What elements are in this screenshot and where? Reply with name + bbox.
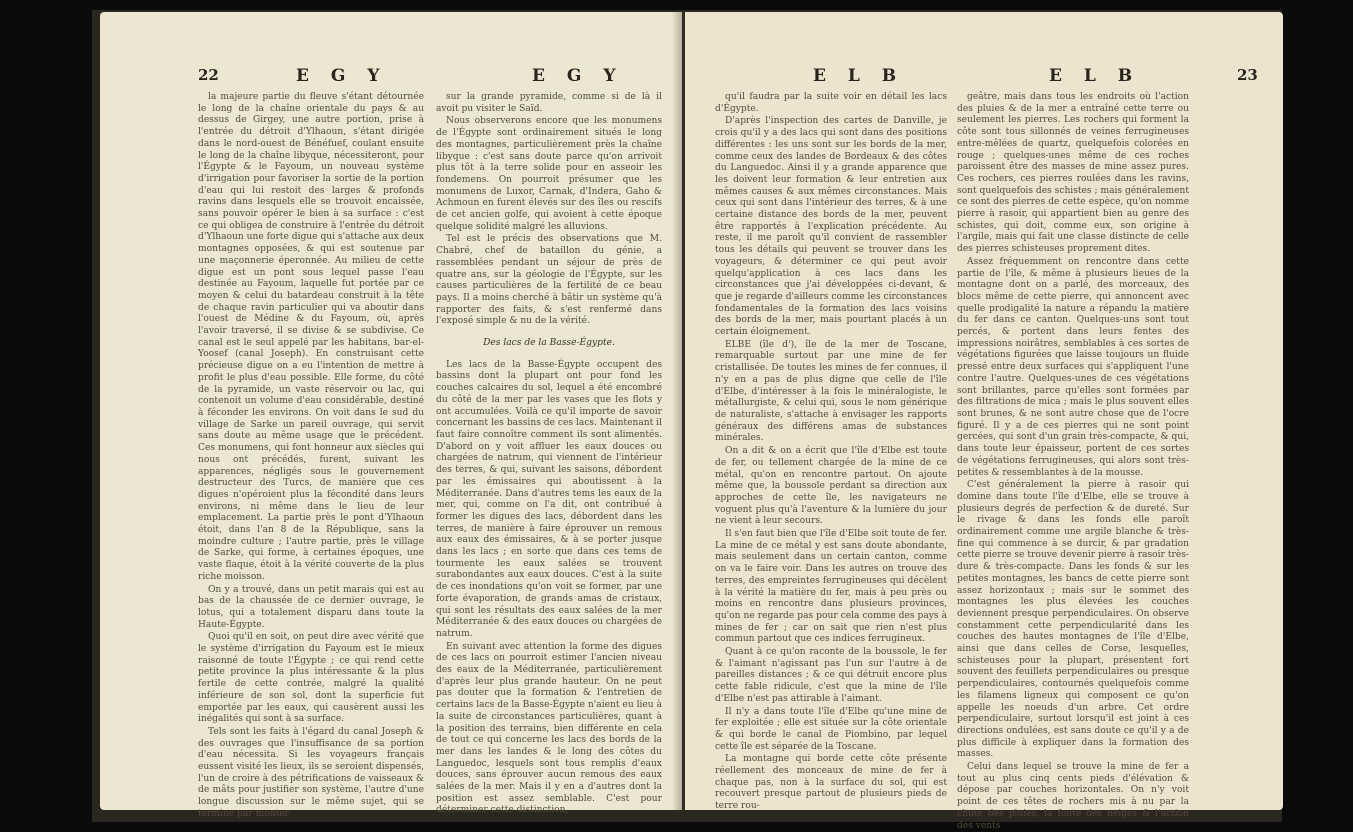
right-page <box>685 12 1283 831</box>
running-head: E L B <box>1049 66 1141 86</box>
paragraph: Les lacs de la Basse-Égypte occupent des bassins dont la plupart ont pour fond les couches calcaires du sol, lequel a été encombré du côté de la mer par les vases que les flots y ont accumulées. Voilà ce qu'il importe de savoir concernant les bassins de ces lacs. Maintenant il faut faire connoître comment ils sont alimentés. D'abord on y voit affluer les eaux douces ou chargées de natrum, qui viennent de l'intérieur des terres, & qui, suivant les saisons, débordent par les émissaires qui aboutissent à la Méditerranée. Dans d'autres tems les eaux de la mer, qui, comme on l'a dit, ont contribué à former les digues des lacs, débordent dans les terres, de manière à faire éprouver un remous aux eaux des émissaires, & à se porter jusque dans les lacs ; en sorte que dans ces tems de tourmente les eaux salées se trouvent surabondantes aux eaux douces. C'est à la suite de ces inondations qu'on voit se former, par une forte évaporation, de grands amas de cristaux, qui sont les résultats des eaux salées de la mer Méditerranée & des eaux douces ou chargées de natrum. <box>436 359 662 639</box>
text-column-1 <box>198 92 424 819</box>
text-column-1 <box>715 92 947 812</box>
paragraph: geâtre, mais dans tous les endroits où l'action des pluies & de la mer a entraîné cette terre ou seulement les pierres. Les rochers qui forment la côte sont tous sillonnés de veines ferrugineuses entre-mêlées de quartz, quelquefois colorées en rouge ; quelques-unes même de ces roches paroissent être des masses de mine assez pures. Ces rochers, ces pierres roulées dans les ravins, sont quelquefois des schistes ; mais généralement ce sont des pierres de cette espèce, qu'on nomme pierre à rasoir, qui appartient bien au genre des schistes, qui doit, comme eux, son origine à l'argile, mais qui fait une classe distincte de celle des pierres schisteuses proprement dites. <box>957 92 1189 255</box>
paragraph: On a dit & on a écrit que l'île d'Elbe est toute de fer, ou tellement chargée de la mine de ce métal, qu'on en rencontre partout. On ajoute même que, la boussole perdant sa direction aux approches de cette île, les navigateurs ne voguent plus qu'à l'aventure & la lumière du jour ne vient à leur secours. <box>715 446 947 527</box>
page-number: 22 <box>198 66 219 84</box>
paragraph: sur la grande pyramide, comme si de là il avoit pu visiter le Saïd. <box>436 92 662 114</box>
paragraph: Celui dans lequel se trouve la mine de fer a tout au plus cinq cents pieds d'élévation & dépose par couches horizontales. On n'y voit point de ces têtes de rochers mis à nu par la chute des pluies, la fonte des neiges & l'action des vents <box>957 762 1189 831</box>
paragraph: C'est généralement la pierre à rasoir qui domine dans toute l'île d'Elbe, elle se trouve à plusieurs degrés de perfection & de dureté. Sur le rivage & dans les fonds elle paroît ordinairement comme une argile blanche & très-fine qui commence à se durcir, & par gradation cette pierre se trouve devenir pierre à rasoir très-dure & très-compacte. Dans les fonds & sur les petites montagnes, les bancs de cette pierre sont assez horizontaux ; mais sur le sommet des montagnes les plus élevées les couches deviennent presque perpendiculaires. On observe constamment cette perpendicularité dans les couches des hautes montagnes de l'île d'Elbe, ainsi que dans celles de Corse, lesquelles, schisteuses pour la plupart, présentent fort souvent des feuillets perpendiculaires ou presque perpendiculaires, contournés quelquefois comme les filamens ligneux qui composent ce qu'on appelle les noeuds d'un arbre. Cet ordre perpendiculaire, surtout lorsqu'il est joint à ces directions ondulées, est sans doute ce qu'il y a de plus difficile à expliquer dans la formation des masses. <box>957 480 1189 760</box>
running-head: E G Y <box>296 66 388 86</box>
paragraph: Nous observerons encore que les monumens de l'Égypte sont ordinairement situés le long des montagnes, particulièrement près la chaîne libyque : c'est sans doute parce qu'on arrivoit plus tôt à la terre solide pour en asseoir les fondemens. On pourroit présumer que les monumens de Luxor, Carnak, d'Indera, Gaho & Achmoun en furent élevés sur des îles ou rescifs de cet ancien golfe, qui avoient à cette époque quelque solidité malgré les alluvions. <box>436 116 662 232</box>
paragraph: qu'il faudra par la suite voir en détail les lacs d'Égypte. <box>715 92 947 114</box>
text-column-2 <box>436 92 662 816</box>
paragraph: Assez fréquemment on rencontre dans cette partie de l'île, & même à plusieurs lieues de la montagne dont on a parlé, des morceaux, des blocs même de cette pierre, qui annoncent avec quelle prodigalité la nature a répandu la matière du fer dans ce canton. Quelques-uns sont tout percés, & portent dans leurs fentes des impressions noirâtres, semblables à ces sortes de végétations figurées que laisse toujours un fluide pressé entre deux surfaces qui s'appliquent l'une contre l'autre. Quelques-unes de ces végétations sont brillantes, parce qu'elles sont formées par des filtrations de mica ; mais le plus souvent elles sont brunes, & ne sont autre chose que de l'ocre figuré. Il y a de ces pierres qui ne sont point gercées, qui sont d'un grain très-compacte, & qui, dans toute leur épaisseur, portent de ces sortes de végétations ferrugineuses, qui alors sont très-petites & ressemblantes à de la mousse. <box>957 256 1189 478</box>
paragraph: Tels sont les faits à l'égard du canal Joseph & des ouvrages que l'insuffisance de sa portion d'eau nécessita. Si les voyageurs français eussent visité les lieux, ils se seroient dispensés, l'un de croire à des pétrifications de vaisseaux & de mâts pour justifier son système, l'autre d'une longue discussion sur le même sujet, qui se termine par monter <box>198 726 424 819</box>
paragraph: D'après l'inspection des cartes de Danville, je crois qu'il y a des lacs qui sont dans des positions différentes : les uns sont sur les bords de la mer, comme ceux des landes de Bordeaux & des côtes du Languedoc. Ainsi il y a grande apparence que les doivent leur formation & leur entretien aux mêmes causes & aux mêmes circonstances. Mais ceux qui sont dans l'intérieur des terres, & à une certaine distance des bords de la mer, peuvent être rapportés à l'explication précédente. Au reste, il me paroît qu'il convient de rassembler tous les détails qui peuvent se trouver dans les voyageurs, & déterminer ce qui peut avoir quelqu'application à ces lacs dans les circonstances que j'ai développées ci-devant, & que je regarde d'ailleurs comme les circonstances fondamentales de la formation des lacs voisins des bords de la mer, mais pourtant placés à un certain éloignement. <box>715 116 947 338</box>
page-number: 23 <box>1237 66 1258 84</box>
left-page <box>100 12 682 819</box>
paragraph: Quant à ce qu'on raconte de la boussole, le fer & l'aimant n'agissant pas l'un sur l'autre à de pareilles distances ; & ce qui détruit encore plus cette fable ridicule, c'est que la mine de l'île d'Elbe n'est pas attirable à l'aimant. <box>715 647 947 704</box>
paragraph: Il s'en faut bien que l'île d'Elbe soit toute de fer. La mine de ce métal y est sans doute abondante, mais seulement dans un certain canton, comme on va le faire voir. Dans les autres on trouve des terres, des empreintes ferrugineuses qui décèlent à la vérité la matière du fer, mais à peu près ou moins en rencontre dans plusieurs provinces, qu'on ne regarde pas pour cela comme des pays à mines de fer ; car on sait que rien n'est plus commun partout que ces indices ferrugineux. <box>715 529 947 645</box>
paragraph: ELBE (île d'), île de la mer de Toscane, remarquable surtout par une mine de fer cristallisée. De toutes les mines de fer connues, il n'y en a pas de plus digne que celle de l'île d'Elbe, d'intéresser à la fois le minéralogiste, le métallurgiste, & celui qui, sous le nom générique de naturaliste, s'attache à envisager les rapports généraux des différens amas de substances minérales. <box>715 339 947 444</box>
text-column-2 <box>957 92 1189 831</box>
paragraph: Tel est le précis des observations que M. Chabré, chef de bataillon du génie, a rassemblées pendant un séjour de près de quatre ans, sur la géologie de l'Égypte, sur les causes particulières de la fertilité de ce beau pays. Il a moins cherché à bâtir un système qu'à rapporter des faits, & s'est renfermé dans l'exposé simple & nu de la vérité. <box>436 234 662 327</box>
paragraph: En suivant avec attention la forme des digues de ces lacs on pourroit estimer l'ancien niveau des eaux de la Méditerranée, particulièrement d'après leur plus grande hauteur. On ne peut pas douter que la formation & l'entretien de certains lacs de la Basse-Égypte n'aient eu lieu à la suite de circonstances particulières, quant à la position des terrains, bien différente en cela de tout ce qui concerne les lacs des bords de la mer dans les landes & le long des côtes du Languedoc, lesquels sont tous remplis d'eaux douces, sans éprouver aucun remous des eaux salées de la mer. Mais il y en a d'autres dont la position est assez semblable. C'est pour déterminer cette distinction, <box>436 641 662 816</box>
paragraph: On y a trouvé, dans un petit marais qui est au bas de la chaussée de ce dernier ouvrage, le lotus, qui a totalement disparu dans toute la Haute-Égypte. <box>198 584 424 630</box>
paragraph: Quoi qu'il en soit, on peut dire avec vérité que le système d'irrigation du Fayoum est le mieux raisonné de toute l'Égypte ; ce qui rend cette petite province la plus intéressante & la plus fertile de cette contrée, malgré la qualité inférieure de son sol, dont la superficie fut emportée par les eaux, qui causèrent aussi les inégalités qui sont à sa surface. <box>198 632 424 725</box>
section-heading: Des lacs de la Basse-Égypte. <box>483 338 615 349</box>
paragraph: la majeure partie du fleuve s'étant détournée le long de la chaîne orientale du pays & au dessus de Girgey, une autre portion, prise à l'entrée du détroit d'Ylhaoun, s'étant dirigée dans le nord-ouest de Bénéfuef, coulant ensuite le long de la chaîne libyque, nécessiteront, pour l'Égypte & le Fayoum, un nouveau système d'irrigation pour favoriser la sortie de la portion d'eau qui lui restoit des larges & profonds ravins dans lesquels elle se trouvoit encaissée, sans pouvoir opérer le bien à sa surface : c'est ce qui obligea de construire à l'entrée du détroit d'Ylhaoun une forte digue qui s'attache aux deux montagnes opposées, & qui est soutenue par une maçonnerie éperonnée. Au milieu de cette digue est un pont sous lequel passe l'eau destinée au Fayoum, laquelle fut portée par ce moyen & celui du batardeau construit à la tête de chaque ravin particulier qui va aboutir dans l'ouest de Médine & du Fayoum, où, après l'avoir traversé, il se divise & se subdivise. Ce canal est le seul appelé par les habitans, bar-el-Yoosef (canal Joseph). En construisant cette précieuse digue on a eu l'intention de mettre à profit le plus d'eau possible. Elle forme, du côté de la pyramide, un vaste réservoir ou lac, qui contenoit un volume d'eau considérable, destiné à féconder les environs. On voit dans le sud du village de Sarke un pareil ouvrage, qui servit sans doute au même usage que le précédent. Ces monumens, qui font honneur aux siècles qui nous ont précédés, furent, suivant les apparences, négligés sous le gouvernement destructeur des Turcs, de manière que ces digues n'opéroient plus la fécondité dans leurs environs, ni même dans le lieu de leur emplacement. La partie près le pont d'Ylhaoun étoit, dans l'an 8 de la République, sans la moindre culture ; l'autre partie, près le village de Sarke, qui forme, à certaines époques, une vaste flaque, étoit à la vérité couverte de la plus riche moisson. <box>198 92 424 582</box>
running-head: E L B <box>813 66 905 86</box>
paragraph: La montagne qui borde cette côte présente réellement des monceaux de mine de fer à chaque pas, non à la surface du sol, qui est recouvert presque partout de plusieurs pieds de terre rou- <box>715 754 947 812</box>
paragraph: Il n'y a dans toute l'île d'Elbe qu'une mine de fer exploitée ; elle est située sur la côte orientale & qui borde le canal de Piombino, par lequel cette île est séparée de la Toscane. <box>715 706 947 752</box>
running-head: E G Y <box>532 66 624 86</box>
